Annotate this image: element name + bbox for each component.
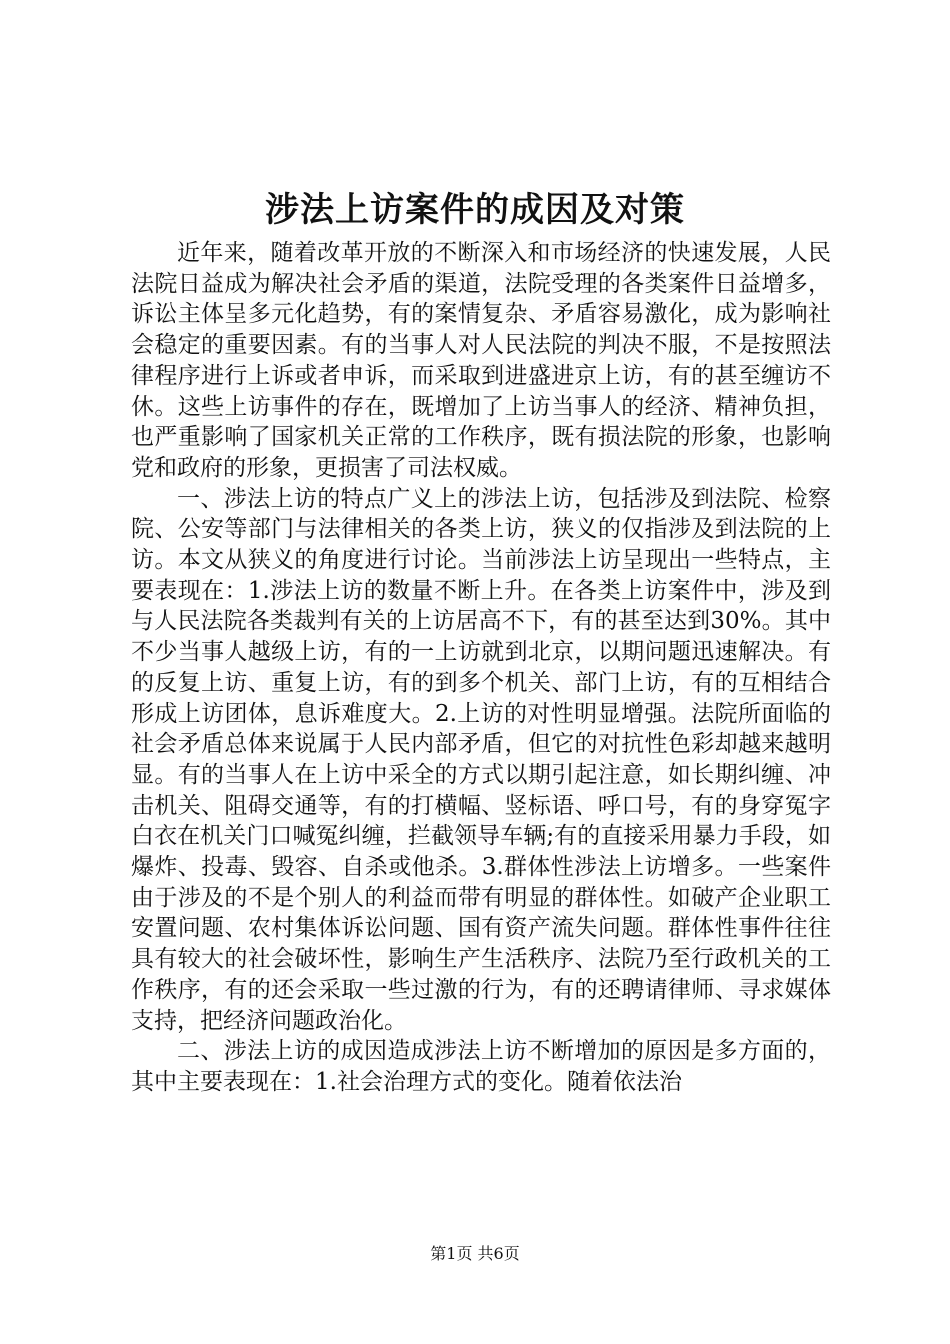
page-footer: 第1页 共6页: [430, 1244, 520, 1263]
document-title: 涉法上访案件的成因及对策: [265, 190, 685, 230]
paragraph-section-one: 一、涉法上访的特点广义上的涉法上访，包括涉及到法院、检察院、公安等部门与法律相关的各类上访，狭义的仅指涉及到法院的上访。本文从狭义的角度进行讨论。当前涉法上访呈现出一些特点，主要表现在：1.涉法上访的数量不断上升。在各类上访案件中，涉及到与人民法院各类裁判有关的上访居高不下，有的甚至达到30%。其中不少当事人越级上访，有的一上访就到北京，以期问题迅速解决。有的反复上访、重复上访，有的到多个机关、部门上访，有的互相结合形成上访团体，息诉难度大。2.上访的对性明显增强。法院所面临的社会矛盾总体来说属于人民内部矛盾，但它的对抗性色彩却越来越明显。有的当事人在上访中采全的方式以期引起注意，如长期纠缠、冲击机关、阻碍交通等，有的打横幅、竖标语、呼口号，有的身穿冤字白衣在机关门口喊冤纠缠，拦截领导车辆;有的直接采用暴力手段，如爆炸、投毒、毁容、自杀或他杀。3.群体性涉法上访增多。一些案件由于涉及的不是个别人的利益而带有明显的群体性。如破产企业职工安置问题、农村集体诉讼问题、国有资产流失问题。群体性事件往往具有较大的社会破坏性，影响生产生活秩序、法院乃至行政机关的工作秩序，有的还会采取一些过激的行为，有的还聘请律师、寻求媒体支持，把经济问题政治化。: [131, 485, 831, 1034]
document-body: [131, 238, 831, 1098]
paragraph-section-two: 二、涉法上访的成因造成涉法上访不断增加的原因是多方面的，其中主要表现在：1.社会治理方式的变化。随着依法治: [131, 1038, 831, 1095]
paragraph-intro: 近年来，随着改革开放的不断深入和市场经济的快速发展，人民法院日益成为解决社会矛盾的渠道，法院受理的各类案件日益增多，诉讼主体呈多元化趋势，有的案情复杂、矛盾容易激化，成为影响社会稳定的重要因素。有的当事人对人民法院的判决不服，不是按照法律程序进行上诉或者申诉，而采取到进盛进京上访，有的甚至缠访不休。这些上访事件的存在，既增加了上访当事人的经济、精神负担，也严重影响了国家机关正常的工作秩序，既有损法院的形象，也影响党和政府的形象，更损害了司法权威。: [131, 240, 831, 481]
